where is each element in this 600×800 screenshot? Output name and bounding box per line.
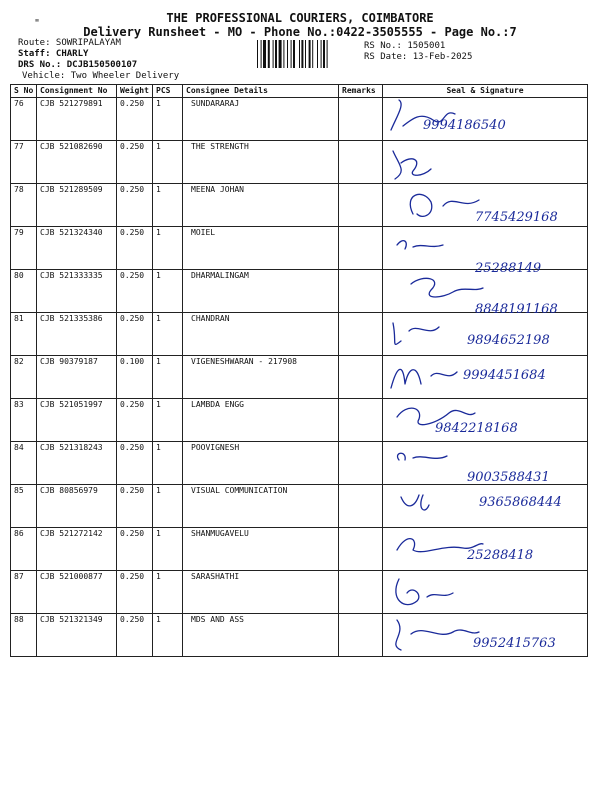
remarks-cell (339, 98, 383, 141)
sno-cell: 88 (11, 614, 37, 657)
signature-cell (383, 442, 588, 485)
handwritten-phone: 9894652198 (467, 333, 550, 348)
consignee-cell: MDS AND ASS (183, 614, 339, 657)
weight-cell: 0.250 (117, 528, 153, 571)
table-row (11, 98, 588, 141)
weight-cell: 0.250 (117, 270, 153, 313)
sno-cell: 79 (11, 227, 37, 270)
table-row (11, 184, 588, 227)
remarks-cell (339, 614, 383, 657)
signature-cell (383, 485, 588, 528)
remarks-cell (339, 528, 383, 571)
sno-cell: 82 (11, 356, 37, 399)
sno-cell: 85 (11, 485, 37, 528)
weight-cell: 0.250 (117, 98, 153, 141)
table-row (11, 313, 588, 356)
signature-cell (383, 571, 588, 614)
handwritten-phone: 9994451684 (463, 368, 546, 383)
remarks-cell (339, 141, 383, 184)
consignment-cell: CJB 521321349 (37, 614, 117, 657)
remarks-cell (339, 485, 383, 528)
rs-number: RS No.: 1505001 (364, 41, 446, 51)
table-row (11, 571, 588, 614)
signature-cell (383, 184, 588, 227)
consignee-cell: SUNDARARAJ (183, 98, 339, 141)
signature-cell (383, 141, 588, 184)
pcs-cell: 1 (153, 614, 183, 657)
weight-cell: 0.250 (117, 614, 153, 657)
table-header-row (11, 85, 588, 98)
sno-cell: 78 (11, 184, 37, 227)
remarks-cell (339, 571, 383, 614)
pcs-cell: 1 (153, 184, 183, 227)
table-row (11, 227, 588, 270)
pcs-cell: 1 (153, 356, 183, 399)
barcode-image (257, 40, 357, 68)
consignee-cell: VIGENESHWARAN - 217908 (183, 356, 339, 399)
handwritten-signature (383, 141, 600, 185)
handwritten-phone: 9003588431 (467, 470, 550, 485)
consignment-cell: CJB 521324340 (37, 227, 117, 270)
consignee-cell: SARASHATHI (183, 571, 339, 614)
weight-cell: 0.250 (117, 141, 153, 184)
table-row (11, 141, 588, 184)
sno-cell: 86 (11, 528, 37, 571)
signature-cell (383, 356, 588, 399)
signature-cell (383, 528, 588, 571)
consignment-cell: CJB 521051997 (37, 399, 117, 442)
staff-label: Staff: CHARLY (18, 49, 89, 59)
table-row (11, 270, 588, 313)
remarks-cell (339, 313, 383, 356)
handwritten-phone: 9842218168 (435, 421, 518, 436)
remarks-cell (339, 399, 383, 442)
pcs-cell: 1 (153, 313, 183, 356)
sno-cell: 81 (11, 313, 37, 356)
signature-cell (383, 313, 588, 356)
pcs-cell: 1 (153, 571, 183, 614)
sno-cell: 80 (11, 270, 37, 313)
table-row (11, 485, 588, 528)
pcs-cell: 1 (153, 270, 183, 313)
runsheet-title: Delivery Runsheet - MO - Phone No.:0422-3505555 - Page No.:7 (83, 25, 517, 39)
handwritten-phone: 25288418 (467, 548, 534, 563)
column-header: PCS (153, 85, 183, 98)
column-header: Remarks (339, 85, 383, 98)
corner-mark: " (34, 18, 41, 29)
column-header: Weight (117, 85, 153, 98)
column-header: S No (11, 85, 37, 98)
route-label: Route: SOWRIPALAYAM (18, 38, 121, 48)
runsheet-table (10, 84, 588, 657)
drs-number: DRS No.: DCJB150500107 (18, 60, 138, 70)
pcs-cell: 1 (153, 485, 183, 528)
consignment-cell: CJB 521335386 (37, 313, 117, 356)
table-row (11, 614, 588, 657)
handwritten-phone: 8848191168 (475, 302, 558, 317)
signature-cell (383, 227, 588, 276)
sno-cell: 87 (11, 571, 37, 614)
consignee-cell: VISUAL COMMUNICATION (183, 485, 339, 528)
handwritten-signature (383, 571, 600, 615)
consignment-cell: CJB 80856979 (37, 485, 117, 528)
consignee-cell: SHANMUGAVELU (183, 528, 339, 571)
weight-cell: 0.250 (117, 485, 153, 528)
handwritten-phone: 9365868444 (479, 495, 562, 510)
consignment-cell: CJB 521082690 (37, 141, 117, 184)
table-row (11, 399, 588, 442)
rs-date: RS Date: 13-Feb-2025 (364, 52, 473, 62)
weight-cell: 0.250 (117, 227, 153, 270)
sno-cell: 84 (11, 442, 37, 485)
consignee-cell: THE STRENGTH (183, 141, 339, 184)
table-row (11, 528, 588, 571)
column-header: Seal & Signature (383, 85, 588, 98)
signature-cell (383, 270, 588, 317)
signature-cell (383, 399, 588, 442)
consignee-cell: LAMBDA ENGG (183, 399, 339, 442)
remarks-cell (339, 442, 383, 485)
pcs-cell: 1 (153, 399, 183, 442)
consignee-cell: CHANDRAN (183, 313, 339, 356)
sno-cell: 76 (11, 98, 37, 141)
vehicle-label: Vehicle: Two Wheeler Delivery (22, 71, 180, 81)
consignment-cell: CJB 90379187 (37, 356, 117, 399)
column-header: Consignment No (37, 85, 117, 98)
handwritten-phone: 7745429168 (475, 210, 558, 225)
consignee-cell: POOVIGNESH (183, 442, 339, 485)
pcs-cell: 1 (153, 141, 183, 184)
pcs-cell: 1 (153, 528, 183, 571)
consignment-cell: CJB 521279891 (37, 98, 117, 141)
pcs-cell: 1 (153, 98, 183, 141)
table-row (11, 356, 588, 399)
weight-cell: 0.100 (117, 356, 153, 399)
remarks-cell (339, 270, 383, 313)
weight-cell: 0.250 (117, 184, 153, 227)
signature-cell (383, 614, 588, 657)
consignee-cell: MEENA JOHAN (183, 184, 339, 227)
remarks-cell (339, 184, 383, 227)
weight-cell: 0.250 (117, 313, 153, 356)
table-row (11, 442, 588, 485)
consignee-cell: MOIEL (183, 227, 339, 270)
consignment-cell: CJB 521000877 (37, 571, 117, 614)
pcs-cell: 1 (153, 442, 183, 485)
column-header: Consignee Details (183, 85, 339, 98)
sno-cell: 77 (11, 141, 37, 184)
weight-cell: 0.250 (117, 399, 153, 442)
company-title: THE PROFESSIONAL COURIERS, COIMBATORE (166, 11, 434, 25)
signature-cell (383, 98, 588, 141)
weight-cell: 0.250 (117, 442, 153, 485)
handwritten-phone: 9952415763 (473, 636, 556, 651)
sno-cell: 83 (11, 399, 37, 442)
weight-cell: 0.250 (117, 571, 153, 614)
consignee-cell: DHARMALINGAM (183, 270, 339, 313)
consignment-cell: CJB 521272142 (37, 528, 117, 571)
remarks-cell (339, 227, 383, 270)
consignment-cell: CJB 521289509 (37, 184, 117, 227)
handwritten-phone: 9994186540 (423, 118, 506, 133)
pcs-cell: 1 (153, 227, 183, 270)
consignment-cell: CJB 521333335 (37, 270, 117, 313)
remarks-cell (339, 356, 383, 399)
handwritten-phone: 25288149 (475, 261, 542, 276)
consignment-cell: CJB 521318243 (37, 442, 117, 485)
